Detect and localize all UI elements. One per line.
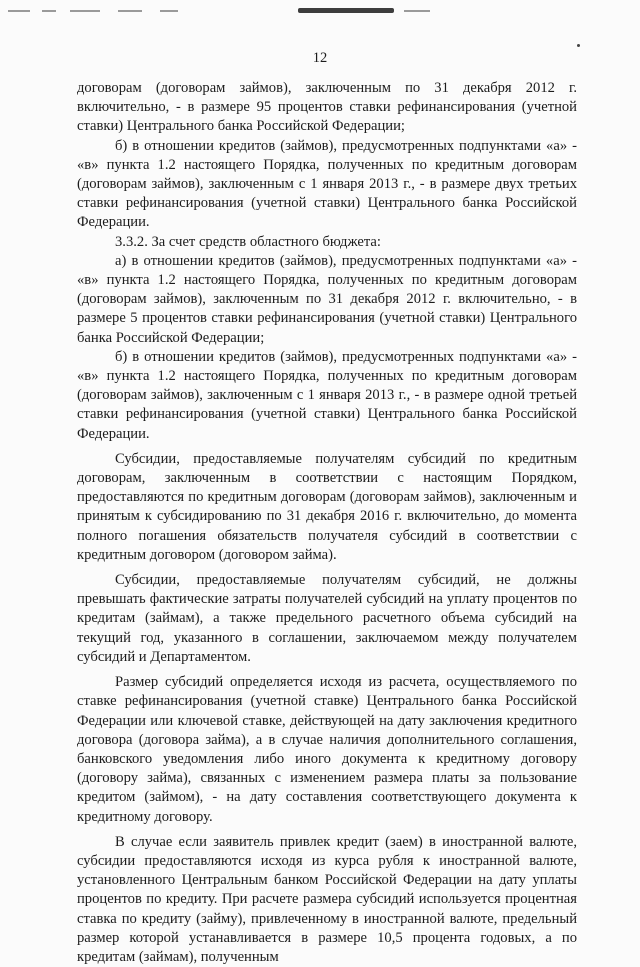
paragraph: Размер субсидий определяется исходя из расчета, осуществляемого по ставке рефинансирования (учетной ставке) Центрального банка Российской Федерации или ключевой ставке, действующей на дату заключения кредитного договора (договора займа), а в случае наличия дополнительного соглашения, банковского уведомления либо иного документа к кредитному договору (договору займа), связанных с изменением размера платы за пользование кредитом (займом), - на дату составления соответствующего документа к кредитному договору.	[77, 674, 577, 825]
paragraph: В случае если заявитель привлек кредит (заем) в иностранной валюте, субсидии предоставляются исходя из курса рубля к иностранной валюте, установленного Центральным банком Российской Федерации на дату уплаты процентов по кредиту. При расчете размера субсидий используется процентная ставка по кредиту (займу), привлеченному в иностранной валюте, предельный размер которой устанавливается в размере 10,5 процента годовых, а по кредитам (займам), полученным	[77, 833, 577, 965]
paragraph: Субсидии, предоставляемые получателям субсидий, не должны превышать фактические затраты получателей субсидий на уплату процентов по кредитам (займам), а также предельного расчетного объема субсидий на текущий год, указанного в соглашении, заключаемом между получателем субсидий и Департаментом.	[77, 572, 577, 665]
scan-header-artifacts	[0, 6, 640, 18]
paragraph: 3.3.2. За счет средств областного бюджета:	[115, 233, 381, 250]
paragraph: а) в отношении кредитов (займов), предусмотренных подпунктами «а» - «в» пункта 1.2 настоящего Порядка, полученных по кредитным договорам (договорам займов), заключенным по 31 декабря 2012 г. включительно, - в размере 5 процентов ставки рефинансирования (учетной ставки) Центрального банка Российской Федерации;	[77, 252, 577, 346]
paragraph: Субсидии, предоставляемые получателям субсидий по кредитным договорам, заключенным в соответствии с настоящим Порядком, предоставляются по кредитным договорам (договорам займов), заключенным и принятым к субсидированию по 31 декабря 2016 г. включительно, до момента полного погашения обязательств получателя субсидий в соответствии с кредитным договором (договором займа).	[77, 450, 577, 563]
page-number: 12	[312, 50, 328, 66]
scan-speck	[577, 44, 580, 47]
paragraph: б) в отношении кредитов (займов), предусмотренных подпунктами «а» - «в» пункта 1.2 настоящего Порядка, полученных по кредитным договорам (договорам займов), заключенным с 1 января 2013 г., - в размере двух третьих ставки рефинансирования (учетной ставки) Центрального банка Российской Федерации.	[77, 137, 577, 231]
paragraph: б) в отношении кредитов (займов), предусмотренных подпунктами «а» - «в» пункта 1.2 настоящего Порядка, полученных по кредитным договорам (договорам займов), заключенным с 1 января 2013 г., - в размере одной третьей ставки рефинансирования (учетной ставки) Центрального банка Российской Федерации.	[77, 348, 577, 442]
paragraph: договорам (договорам займов), заключенным по 31 декабря 2012 г. включительно, - в размере 95 процентов ставки рефинансирования (учетной ставки) Центрального банка Российской Федерации;	[77, 80, 577, 135]
document-body	[77, 79, 577, 967]
